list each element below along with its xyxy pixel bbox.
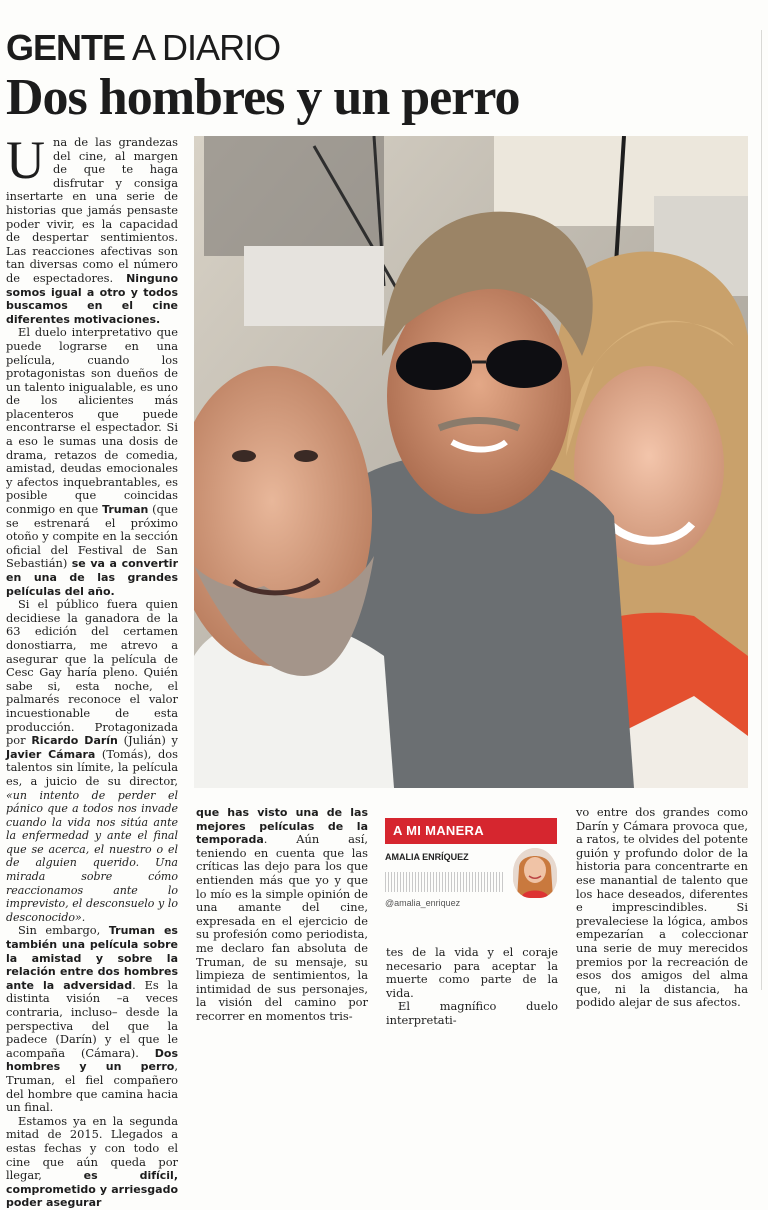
bold-text-run: Ninguno somos igual a otro y todos buscamos en el cine diferentes motivaciones.: [6, 271, 178, 326]
text-run: (Julián) y: [117, 733, 178, 748]
main-photo: [194, 136, 748, 788]
text-run: Estamos ya en la segunda mitad de 2015. Llegados a estas fechas y con todo el cine que aún queda por llegar,: [6, 1113, 178, 1183]
section-title: [6, 28, 280, 68]
paragraph: [6, 326, 178, 598]
article-column-1: [6, 130, 179, 1210]
paragraph: El magnífico duelo interpretati-: [386, 999, 558, 1027]
avatar: [513, 848, 557, 898]
paragraph: vo entre dos grandes como Darín y Cámara provoca que, a ratos, te olvides del potente guión y profundo dolor de la historia para concentrarte en ese manantial de talento que los hace deseados, diferentes e imprescindibles. Si prevaleciese la lógica, ambos empezarían a coleccionar una serie de muy merecidos premios por la recreación de esos dos amigos del alma que, ni la distancia, ha podido alejar de sus afectos.: [576, 805, 748, 1010]
bold-text-run: es difícil, comprometido y arriesgado poder asegurar: [6, 1169, 179, 1210]
decorative-rule: [385, 872, 505, 892]
text-run: Si el público fuera quien decidiese la ganadora de la 63 edición del certamen donostiarra, me atrevo a asegurar que la película de Cesc Gay haría pleno. Quién sabe si, esta noche, el palmarés reconoce el valor incuestionable de esta producción. Protagonizada por: [6, 597, 178, 748]
italic-quote: «un intento de perder el pánico que a todos nos invade cuando la vida nos sitúa ante la enfermedad y ante el final que se acerca, el nuestro o el de alguien querido. Una mirada sobre cómo reaccionamos ante lo imprevisto, el desconsuelo y lo desconocido».: [6, 788, 178, 924]
author-photo-icon: [513, 848, 557, 898]
section-title-bold: GENTE: [6, 27, 126, 68]
author-handle: @amalia_enriquez: [385, 898, 461, 908]
text-run: . Aún así, teniendo en cuenta que las críticas las dejo para los que entienden más que yo y que lo mío es la simple opinión de una amante del cine, expresada en el ejercicio de su profesión como periodista, me declaro fan absoluta de Truman, de su mensaje, su limpieza de sentimientos, la intimidad de sus personajes, la visión del camino por recorrer en momentos tris-: [196, 832, 368, 1023]
article-column-2: [196, 806, 368, 1024]
column-title: A MI MANERA: [385, 818, 557, 844]
paragraph: tes de la vida y el coraje necesario para aceptar la muerte como parte de la vida.: [386, 945, 558, 1000]
paragraph: [196, 806, 368, 1024]
text-run: (Tomás), dos talentos sin límite, la película es, a juicio de su director,: [6, 746, 178, 788]
paragraph: [6, 598, 178, 924]
paragraph: [6, 924, 178, 1114]
bold-text-run: Truman es también una película sobre la amistad y sobre la relación entre dos hombres ante la adversidad: [6, 924, 178, 992]
article-column-3: [386, 946, 558, 1028]
bold-text-run: Ricardo Darín: [31, 734, 118, 748]
bold-text-run: Javier Cámara: [6, 747, 96, 761]
text-run: . Es la distinta visión –a veces contraria, incluso– desde la perspectiva del que la padece (Darín) y el que le acompaña (Cámara).: [6, 977, 178, 1060]
bold-text-run: Truman: [102, 503, 149, 517]
bold-text-run: que has visto una de las mejores películas de la temporada: [196, 806, 368, 847]
bold-text-run: Dos hombres y un perro: [6, 1046, 178, 1074]
author-name: AMALIA ENRÍQUEZ: [385, 852, 469, 862]
text-run: (que se estrenará el próximo otoño y compite en la sección oficial del Festival de San Sebastián): [6, 502, 178, 571]
text-run: , Truman, el fiel compañero del hombre que camina hacia un final.: [6, 1059, 178, 1115]
text-run: na de las grandezas del cine, al margen de que te haga disfrutar y consiga insertarte en una serie de historias que jamás pensaste poder vivir, es la capacidad de despertar sentimientos. Las reacciones afectivas son tan diversas como el número de espectadores.: [6, 135, 178, 285]
text-run: Sin embargo,: [18, 923, 109, 938]
bold-text-run: se va a convertir en una de las grandes películas del año.: [6, 557, 178, 598]
article-column-4: [576, 806, 748, 1010]
text-run: El duelo interpretativo que puede lograrse en una película, cuando los protagonistas son dueños de un talento inigualable, es uno de los alicientes más placenteros que puede encontrarse el espectador. Si a eso le sumas una dosis de drama, retazos de comedia, amistad, deudas emocionales y afectos inquebrantables, es posible que coincidas conmigo en que: [6, 325, 178, 517]
drop-cap: U: [6, 130, 45, 190]
headline: Dos hombres y un perro: [6, 69, 520, 126]
photo-image: [194, 136, 748, 788]
paragraph: [6, 130, 178, 326]
section-title-light: A DIARIO: [132, 27, 281, 68]
columnist-box: [385, 818, 557, 908]
paragraph: [6, 1115, 178, 1210]
page-edge-rule: [761, 30, 762, 990]
